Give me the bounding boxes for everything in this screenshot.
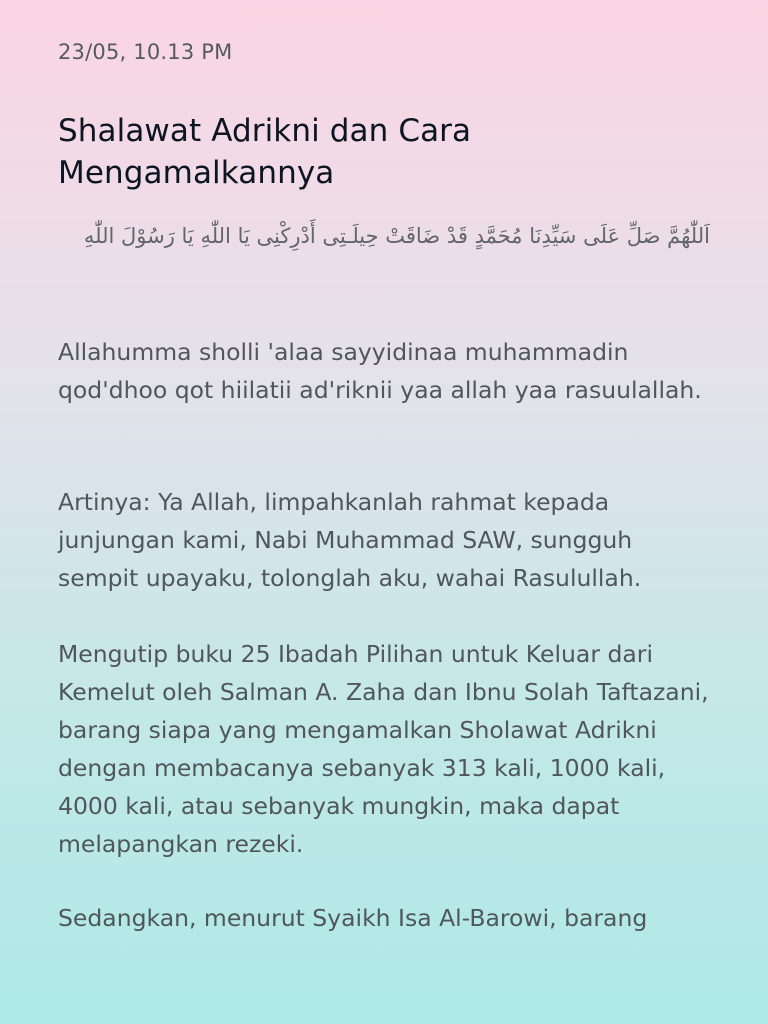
timestamp: 23/05, 10.13 PM xyxy=(58,40,233,64)
translation-paragraph: Artinya: Ya Allah, limpahkanlah rahmat kepada junjungan kami, Nabi Muhammad SAW, sungguh sempit upayaku, tolonglah aku, wahai Rasulullah. xyxy=(58,488,642,592)
continuation-paragraph: Sedangkan, menurut Syaikh Isa Al-Barowi, barang xyxy=(58,904,648,932)
arabic-prayer-text: اَللّٰهُمَّ صَلِّ عَلَى سَيِّدِنَا مُحَمَّدٍ قَدْ ضَاقَتْ حِيلَـتِى أَدْرِكْنِى يَا اللّٰهِ يَا رَسُوْلَ اللّٰهِ xyxy=(83,224,710,248)
source-paragraph: Mengutip buku 25 Ibadah Pilihan untuk Keluar dari Kemelut oleh Salman A. Zaha dan Ibnu Solah Taftazani, barang siapa yang mengamalkan Sholawat Adrikni dengan membacanya sebanyak 313 kali, 1000 kali, 4000 kali, atau sebanyak mungkin, maka dapat melapangkan rezeki. xyxy=(58,640,709,858)
article-title: Shalawat Adrikni dan Cara Mengamalkannya xyxy=(58,113,472,191)
transliteration-paragraph: Allahumma sholli 'alaa sayyidinaa muhammadin qod'dhoo qot hiilatii ad'riknii yaa allah yaa rasuulallah. xyxy=(58,338,702,404)
